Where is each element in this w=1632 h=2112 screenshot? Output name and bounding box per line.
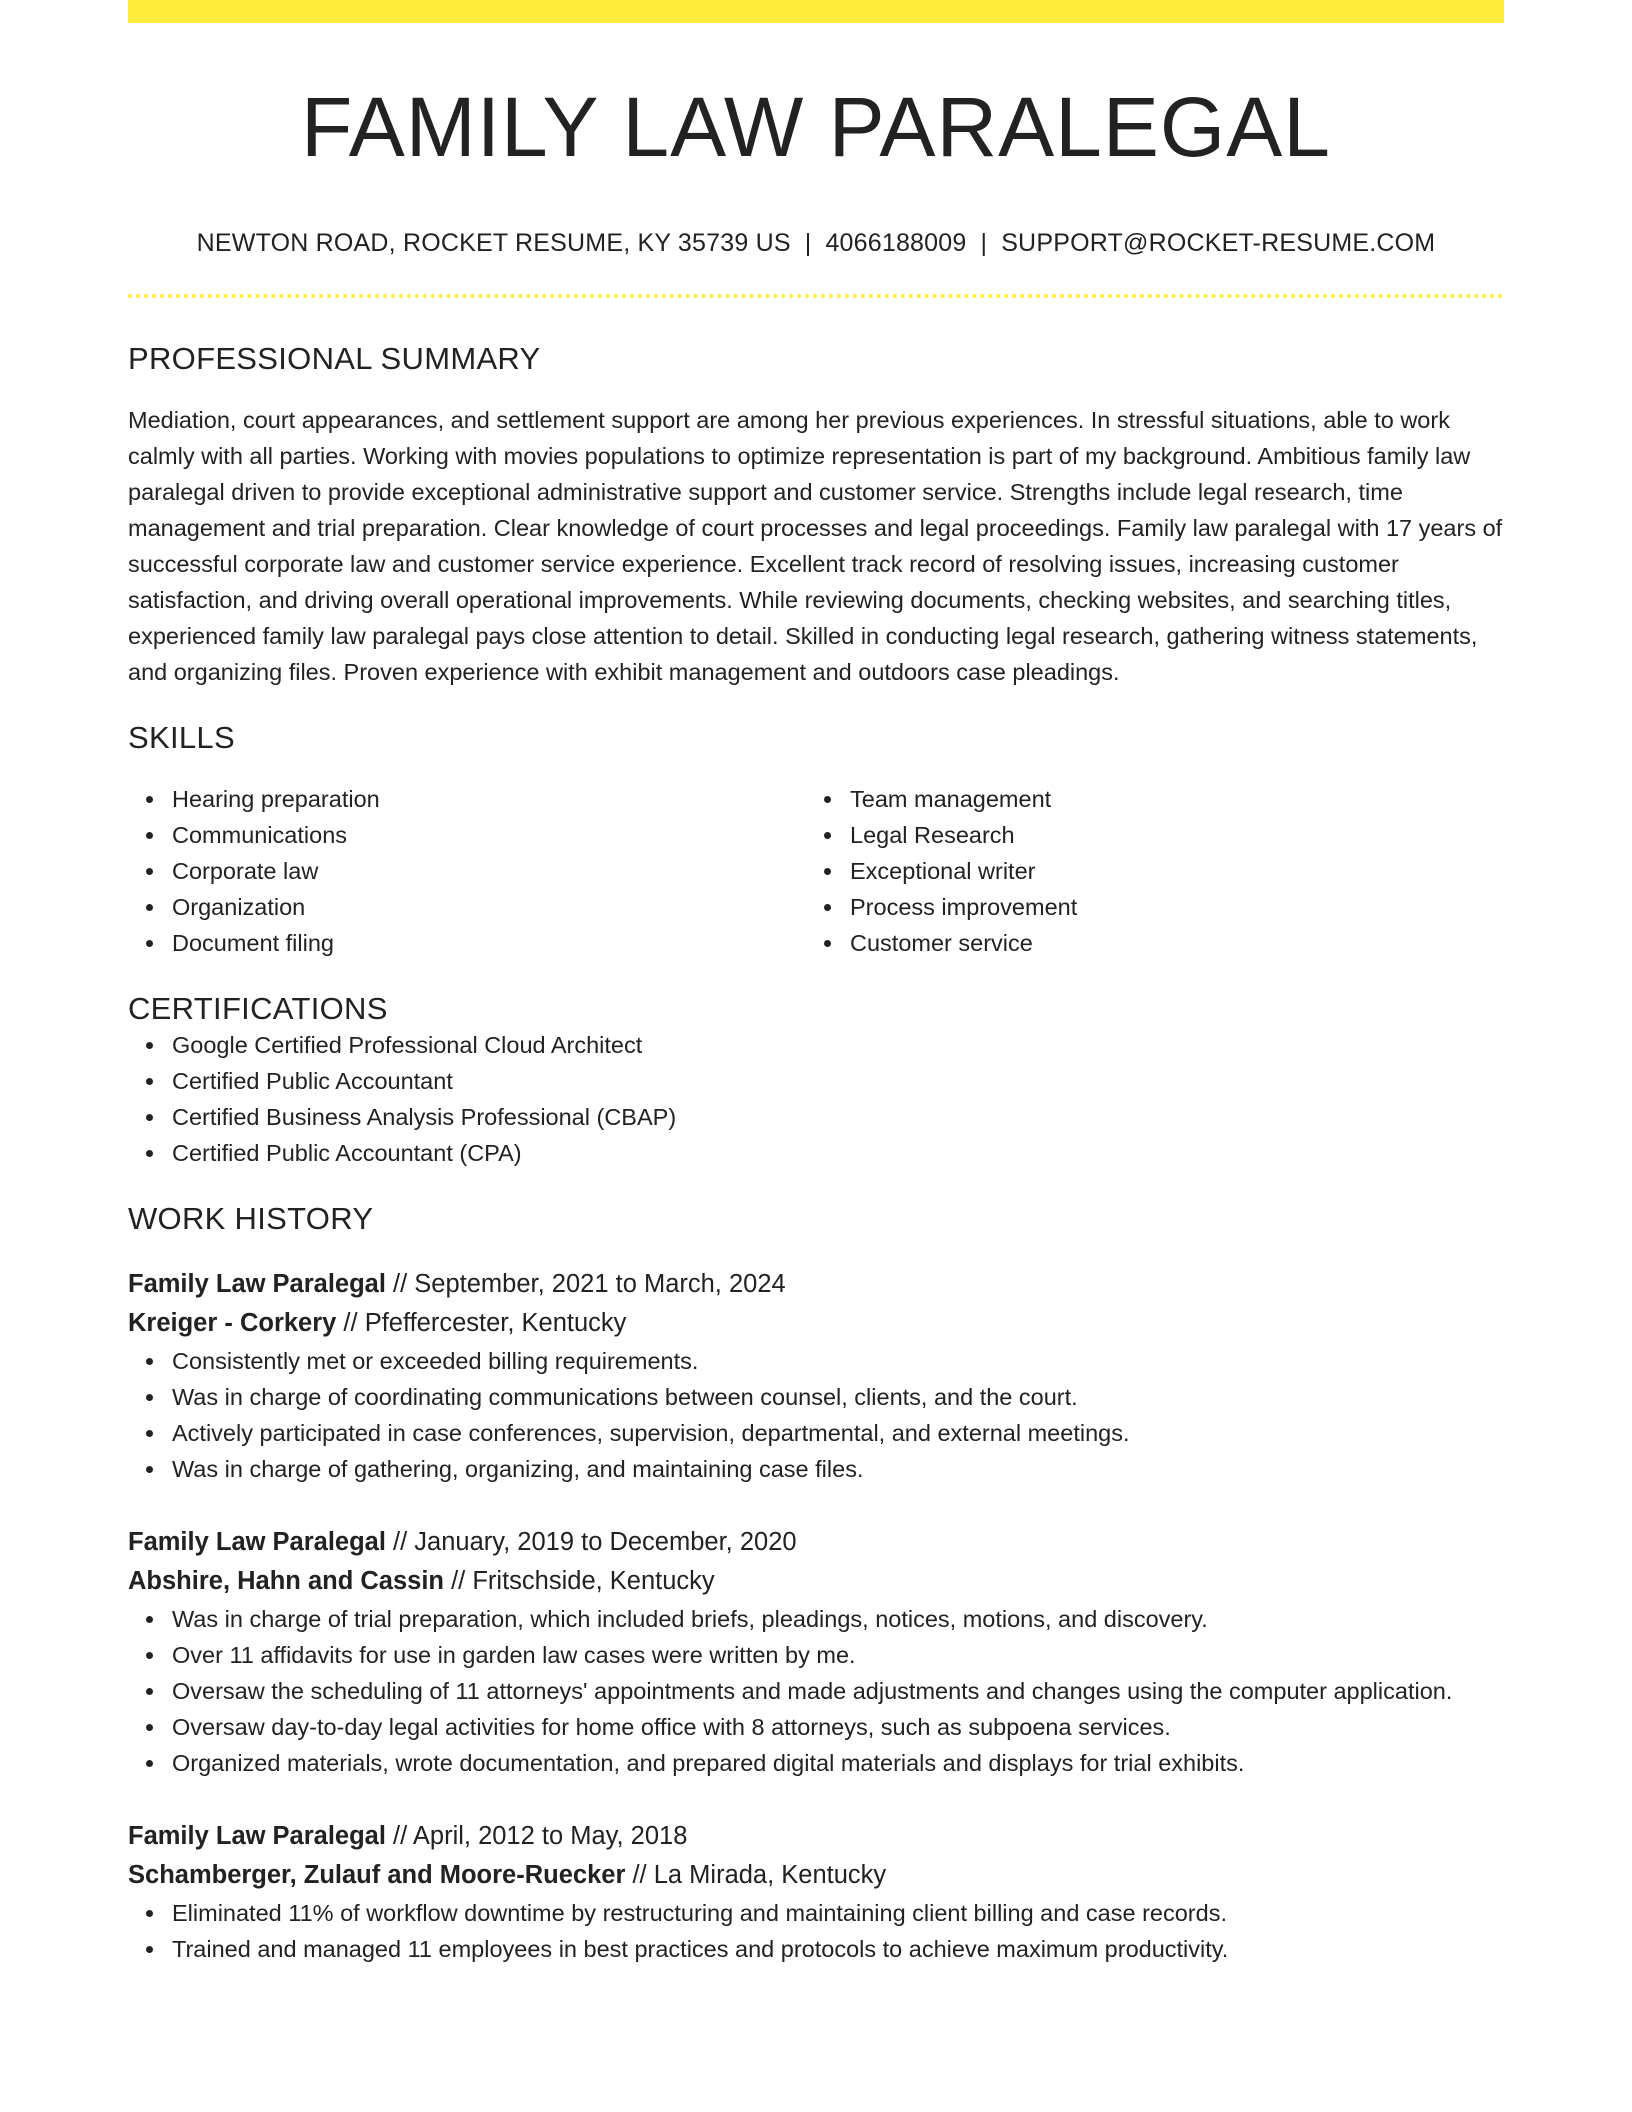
contact-separator: | [804,229,812,257]
job-separator: // [385,1528,415,1556]
contact-separator: | [980,229,988,257]
job-duty-item: Actively participated in case conferences, supervision, departmental, and external meetings. [172,1415,1504,1451]
job-separator: // [385,1270,415,1298]
job-role: Family Law Paralegal [128,1822,386,1850]
job-company: Kreiger - Corkery [128,1309,337,1337]
job-separator: // [444,1567,473,1595]
job-separator: // [625,1861,654,1889]
job-duty-item: Was in charge of gathering, organizing, and maintaining case files. [172,1451,1504,1487]
job-duty-item: Over 11 affidavits for use in garden law cases were written by me. [172,1637,1504,1673]
job-entry [128,1265,1504,1487]
skill-item: Hearing preparation [172,781,806,817]
job-title-line [128,1523,1504,1562]
job-duty-item: Oversaw day-to-day legal activities for home office with 8 attorneys, such as subpoena services. [172,1709,1504,1745]
job-duty-item: Oversaw the scheduling of 11 attorneys' appointments and made adjustments and changes using the computer application. [172,1673,1504,1709]
skill-item: Legal Research [850,817,1484,853]
contact-phone: 4066188009 [825,229,967,257]
contact-address: NEWTON ROAD, ROCKET RESUME, KY 35739 US [196,229,791,257]
contact-line [128,229,1504,258]
resume-name: FAMILY LAW PARALEGAL [301,80,1331,174]
job-dates: January, 2019 to December, 2020 [414,1528,797,1556]
job-dates: April, 2012 to May, 2018 [412,1822,688,1850]
job-separator: // [336,1309,365,1337]
job-duty-item: Was in charge of trial preparation, which included briefs, pleadings, notices, motions, and discovery. [172,1601,1504,1637]
skills-heading: SKILLS [128,720,235,755]
certification-item: Google Certified Professional Cloud Architect [172,1027,1504,1063]
job-dates: September, 2021 to March, 2024 [414,1270,786,1298]
job-location: La Mirada, Kentucky [653,1861,887,1889]
job-title-line [128,1265,1504,1304]
skill-item: Organization [172,889,806,925]
job-location: Pfeffercester, Kentucky [364,1309,627,1337]
work-history-heading: WORK HISTORY [128,1201,374,1236]
skills-list [128,781,1504,961]
resume-page [128,0,1504,1967]
skill-item: Exceptional writer [850,853,1484,889]
job-duties-list [128,1895,1504,1967]
certification-item: Certified Public Accountant [172,1063,1504,1099]
job-duty-item: Organized materials, wrote documentation, and prepared digital materials and displays for trial exhibits. [172,1745,1504,1781]
summary-text: Mediation, court appearances, and settlement support are among her previous experiences. In stressful situations, able to work calmly with all parties. Working with movies populations to optimize representation is part of my background. Ambitious family law paralegal driven to provide exceptional administrative support and customer service. Strengths include legal research, time management and trial preparation. Clear knowledge of court processes and legal proceedings. Family law paralegal with 17 years of successful corporate law and customer service experience. Excellent track record of resolving issues, increasing customer satisfaction, and driving overall operational improvements. While reviewing documents, checking websites, and searching titles, experienced family law paralegal pays close attention to detail. Skilled in conducting legal research, gathering witness statements, and organizing files. Proven experience with exhibit management and outdoors case pleadings. [128,407,1503,685]
skill-item: Process improvement [850,889,1484,925]
dotted-divider [128,294,1504,298]
skill-item: Document filing [172,925,806,961]
job-entry [128,1817,1504,1967]
job-company: Abshire, Hahn and Cassin [128,1567,444,1595]
skills-column-left [128,781,806,961]
job-company-line [128,1562,1504,1601]
job-entry [128,1523,1504,1781]
skill-item: Team management [850,781,1484,817]
certification-item: Certified Public Accountant (CPA) [172,1135,1504,1171]
skills-column-right [806,781,1484,961]
job-location: Fritschside, Kentucky [472,1567,715,1595]
contact-email: SUPPORT@ROCKET-RESUME.COM [1001,229,1436,257]
job-duty-item: Was in charge of coordinating communications between counsel, clients, and the court. [172,1379,1504,1415]
job-duty-item: Trained and managed 11 employees in best practices and protocols to achieve maximum productivity. [172,1931,1504,1967]
certifications-heading: CERTIFICATIONS [128,991,388,1026]
job-separator: // [385,1822,413,1850]
summary-heading: PROFESSIONAL SUMMARY [128,341,541,376]
job-duties-list [128,1601,1504,1781]
certification-item: Certified Business Analysis Professional (CBAP) [172,1099,1504,1135]
job-company-line [128,1304,1504,1343]
job-duty-item: Eliminated 11% of workflow downtime by restructuring and maintaining client billing and case records. [172,1895,1504,1931]
skill-item: Communications [172,817,806,853]
job-duties-list [128,1343,1504,1487]
job-company: Schamberger, Zulauf and Moore-Ruecker [128,1861,626,1889]
top-accent-bar [128,0,1504,23]
skill-item: Customer service [850,925,1484,961]
skill-item: Corporate law [172,853,806,889]
job-role: Family Law Paralegal [128,1270,386,1298]
job-role: Family Law Paralegal [128,1528,386,1556]
job-company-line [128,1856,1504,1895]
job-title-line [128,1817,1504,1856]
job-duty-item: Consistently met or exceeded billing requirements. [172,1343,1504,1379]
certifications-list [128,1027,1504,1171]
